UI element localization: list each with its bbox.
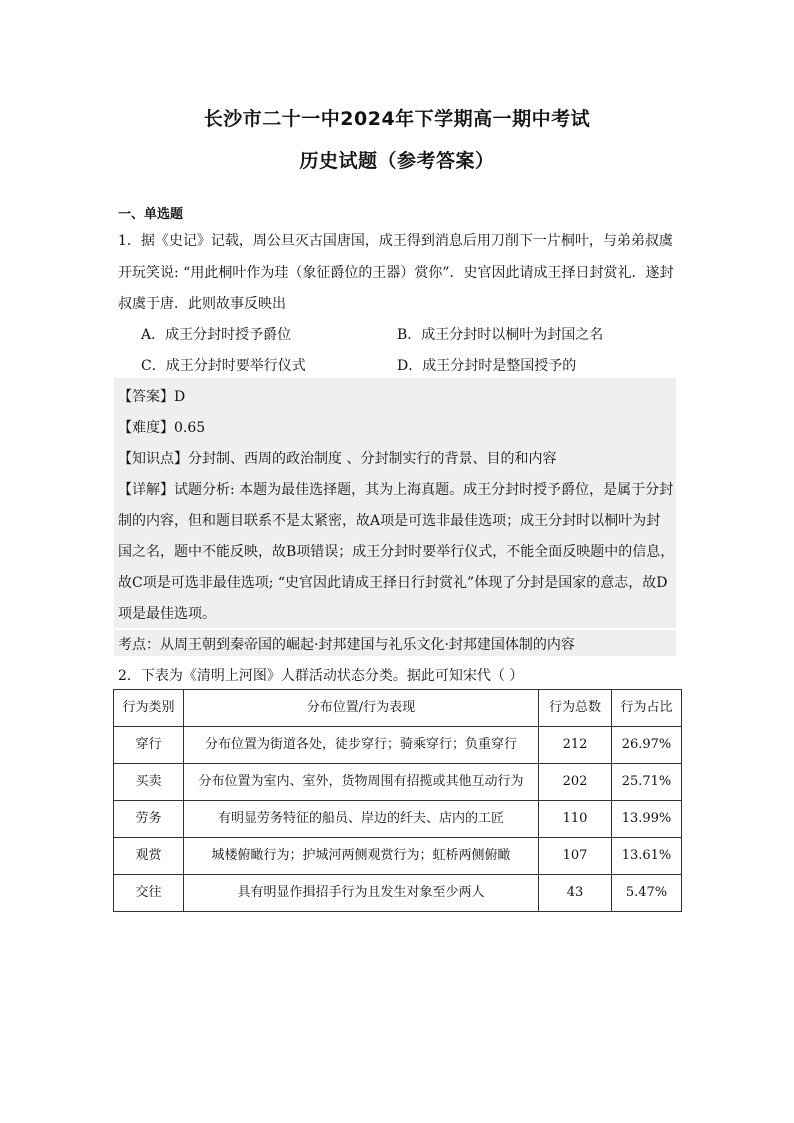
table-header-cell: 行为类别 <box>114 690 184 727</box>
table-row <box>114 875 682 912</box>
table-cell: 分布位置为室内、室外，货物周围有招揽或其他互动行为 <box>183 764 538 801</box>
q1-detail-line-5: 项是最佳选项。 <box>118 606 216 622</box>
table-cell: 穿行 <box>114 727 184 764</box>
table-cell: 交往 <box>114 875 184 912</box>
table-cell: 分布位置为街道各处，徒步穿行；骑乘穿行；负重穿行 <box>183 727 538 764</box>
q1-detail-line-4: 故C项是可选非最佳选项; “史官因此请成王择日行封赏礼”体现了分封是国家的意志，故D <box>118 575 668 591</box>
q1-knowledge-points: 【知识点】分封制、西周的政治制度 、分封制实行的背景、目的和内容 <box>118 451 557 467</box>
table-cell: 13.99% <box>612 801 682 838</box>
q1-difficulty: 【难度】0.65 <box>118 420 206 436</box>
q1-detail-line-2: 制的内容，但和题目联系不是太紧密，故A项是可选非最佳选项；成王分封时以桐叶为封 <box>118 513 661 529</box>
table-cell: 有明显劳务特征的船员、岸边的纤夫、店内的工匠 <box>183 801 538 838</box>
table-row <box>114 801 682 838</box>
table-cell: 具有明显作揖招手行为且发生对象至少两人 <box>183 875 538 912</box>
table-row <box>114 727 682 764</box>
q1-option-b: B．成王分封时以桐叶为封国之名 <box>397 327 604 343</box>
table-cell: 212 <box>539 727 612 764</box>
q1-option-a: A．成王分封时授予爵位 <box>141 327 292 343</box>
table-cell: 劳务 <box>114 801 184 838</box>
table-header-row <box>114 690 682 727</box>
table-cell: 43 <box>539 875 612 912</box>
table-header-cell: 分布位置/行为表现 <box>183 690 538 727</box>
exam-title: 长沙市二十一中2024年下学期高一期中考试 <box>203 108 591 130</box>
table-cell: 26.97% <box>612 727 682 764</box>
exam-subtitle: 历史试题（参考答案） <box>299 150 495 172</box>
q1-kaodian: 考点：从周王朝到秦帝国的崛起·封邦建国与礼乐文化·封邦建国体制的内容 <box>118 637 575 653</box>
q1-detail-line-1: 【详解】试题分析: 本题为最佳选择题，其为上海真题。成王分封时授予爵位，是属于分封 <box>118 482 674 498</box>
q1-option-d: D．成王分封时是整国授予的 <box>397 358 577 374</box>
q1-detail-line-3: 国之名，题中不能反映，故B项错误；成王分封时要举行仪式，不能全面反映题中的信息， <box>118 544 675 560</box>
section-heading: 一、单选题 <box>118 207 184 222</box>
table-cell: 城楼俯瞰行为；护城河两侧观赏行为；虹桥两侧俯瞰 <box>183 838 538 875</box>
table-cell: 买卖 <box>114 764 184 801</box>
q1-stem-line-3: 叔虞于唐．此则故事反映出 <box>118 296 286 312</box>
q1-answer: 【答案】D <box>118 389 186 405</box>
table-cell: 202 <box>539 764 612 801</box>
q1-stem-line-2: 开玩笑说: “用此桐叶作为珪（象征爵位的王器）赏你”．史官因此请成王择日封赏礼．遂封 <box>118 265 674 281</box>
q1-option-c: C．成王分封时要举行仪式 <box>141 358 306 374</box>
table-cell: 25.71% <box>612 764 682 801</box>
table-cell: 13.61% <box>612 838 682 875</box>
table-cell: 110 <box>539 801 612 838</box>
table-row <box>114 764 682 801</box>
activity-table <box>113 689 682 912</box>
table-header-cell: 行为总数 <box>539 690 612 727</box>
table-row <box>114 838 682 875</box>
table-header-cell: 行为占比 <box>612 690 682 727</box>
q2-stem: 2．下表为《清明上河图》人群活动状态分类。据此可知宋代（ ） <box>118 668 524 684</box>
table-cell: 5.47% <box>612 875 682 912</box>
table-cell: 107 <box>539 838 612 875</box>
q1-stem-line-1: 1．据《史记》记载，周公旦灭古国唐国，成王得到消息后用刀削下一片桐叶，与弟弟叔虞 <box>118 233 673 249</box>
table-cell: 观赏 <box>114 838 184 875</box>
